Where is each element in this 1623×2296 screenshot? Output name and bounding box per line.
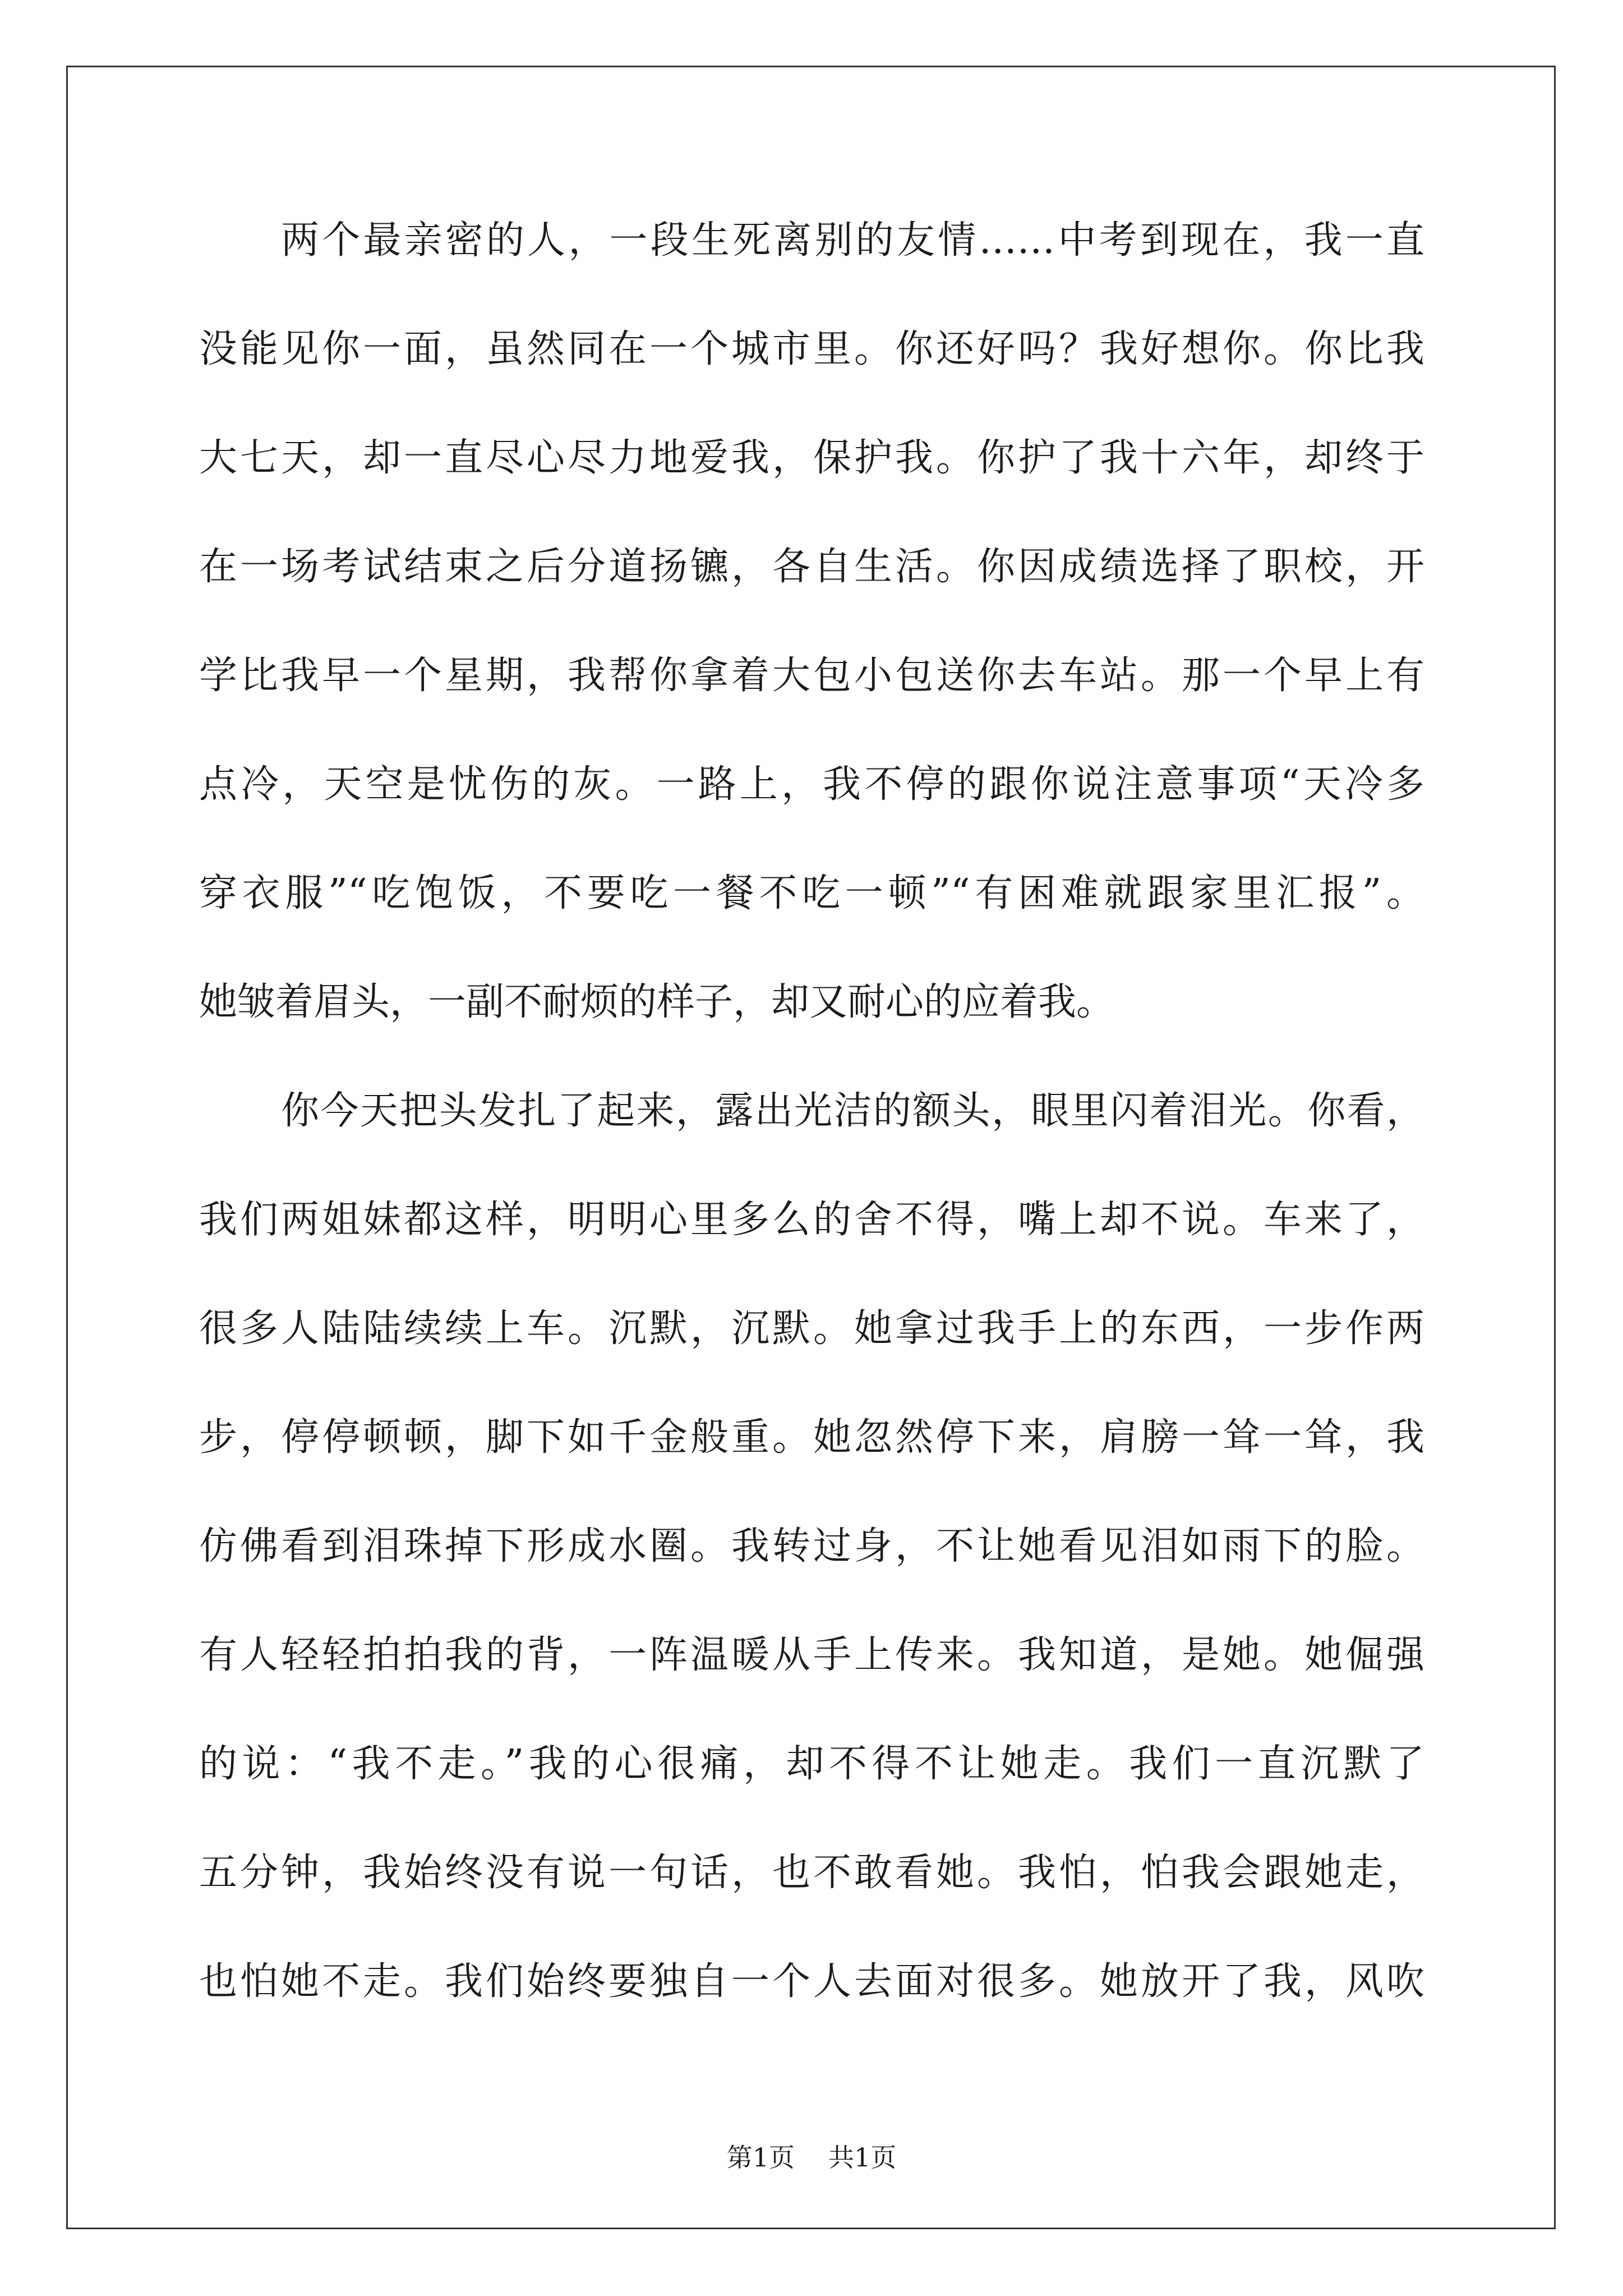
paragraph-2-line-7: 的说：“我不走。”我的心很痛，却不得不让她走。我们一直沉默了 — [199, 1742, 1424, 1786]
document-body — [199, 218, 1424, 2072]
paragraph-1-line-4: 在一场考试结束之后分道扬镳，各自生活。你因成绩选择了职校，开 — [199, 545, 1424, 589]
paragraph-2-line-1: 你今天把头发扎了起来，露出光洁的额头，眼里闪着泪光。你看， — [281, 1089, 1424, 1133]
paragraph-1-line-8: 她皱着眉头，一副不耐烦的样子，却又耐心的应着我。 — [199, 980, 1115, 1024]
paragraph-2-line-2: 我们两姐妹都这样，明明心里多么的舍不得，嘴上却不说。车来了， — [199, 1198, 1424, 1242]
paragraph-2-line-8: 五分钟，我始终没有说一句话，也不敢看她。我怕，怕我会跟她走， — [199, 1851, 1424, 1895]
page-number: 第1页 — [726, 2142, 795, 2173]
page-footer — [0, 2137, 1623, 2174]
paragraph-1-line-5: 学比我早一个星期，我帮你拿着大包小包送你去车站。那一个早上有 — [199, 654, 1424, 698]
paragraph-1-line-7: 穿衣服”“吃饱饭，不要吃一餐不吃一顿”“有困难就跟家里汇报”。 — [199, 871, 1424, 915]
paragraph-1-line-2: 没能见你一面，虽然同在一个城市里。你还好吗？我好想你。你比我 — [199, 327, 1424, 371]
paragraph-2-line-4: 步，停停顿顿，脚下如千金般重。她忽然停下来，肩膀一耸一耸，我 — [199, 1415, 1424, 1460]
page-total: 共1页 — [828, 2142, 897, 2173]
paragraph-2-line-5: 仿佛看到泪珠掉下形成水圈。我转过身，不让她看见泪如雨下的脸。 — [199, 1524, 1424, 1568]
paragraph-2-line-3: 很多人陆陆续续上车。沉默，沉默。她拿过我手上的东西，一步作两 — [199, 1306, 1424, 1351]
paragraph-1-line-6: 点冷，天空是忧伤的灰。一路上，我不停的跟你说注意事项“天冷多 — [199, 762, 1424, 807]
paragraph-1-line-1: 两个最亲密的人，一段生死离别的友情……中考到现在，我一直 — [281, 218, 1424, 263]
paragraph-1-line-3: 大七天，却一直尽心尽力地爱我，保护我。你护了我十六年，却终于 — [199, 436, 1424, 480]
paragraph-2-line-6: 有人轻轻拍拍我的背，一阵温暖从手上传来。我知道，是她。她倔强 — [199, 1633, 1424, 1677]
paragraph-2-line-9: 也怕她不走。我们始终要独自一个人去面对很多。她放开了我，风吹 — [199, 1959, 1424, 2004]
